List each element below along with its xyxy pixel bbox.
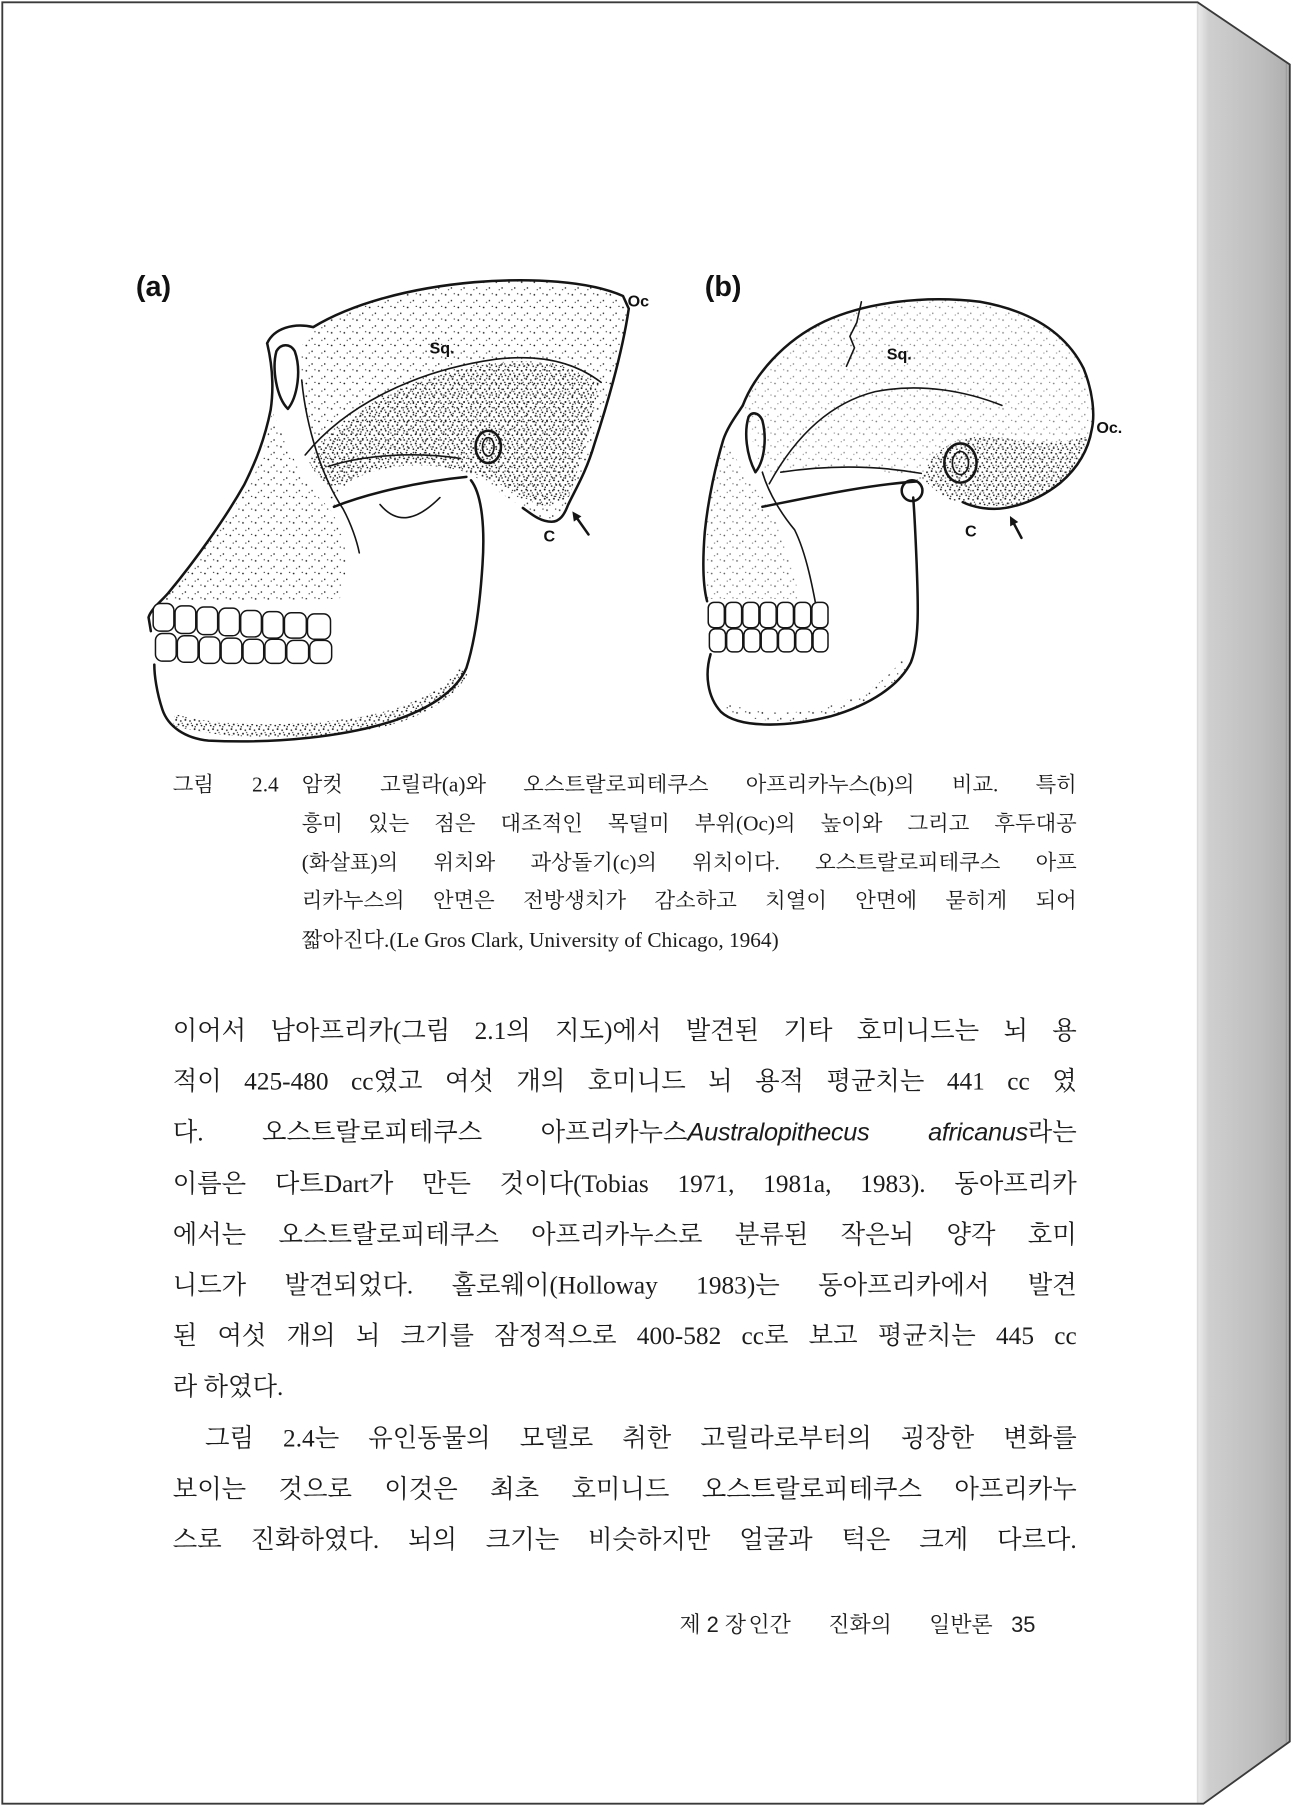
teeth-b <box>708 602 828 652</box>
body-line <box>173 1107 1077 1158</box>
body-line: 이어서 남아프리카(그림 2.1의 지도)에서 발견된 기타 호미니드는 뇌 용 <box>172 1015 1077 1045</box>
body-line: 이름은 다트Dart가 만든 것이다(Tobias 1971, 1981a, 1983). 동아프리카 <box>172 1168 1077 1198</box>
caption-line: 짧아진다.(Le Gros Clark, University of Chicago, 1964) <box>301 929 779 953</box>
page-number: 35 <box>1011 1613 1036 1638</box>
australopithecus-skull-drawing <box>703 271 1122 725</box>
body-line-text: 라는 <box>1027 1117 1077 1147</box>
zygomatic-arch-lower-b <box>762 481 916 506</box>
sigmoid-notch <box>380 498 440 518</box>
body-line: 에서는 오스트랄로피테쿠스 아프리카누스로 분류된 작은뇌 양각 호미 <box>172 1219 1077 1249</box>
paragraph-1 <box>173 1006 1077 1413</box>
occipital-label-a: Oc <box>627 292 650 311</box>
panel-b-label: (b) <box>704 271 742 304</box>
page-thickness-shade <box>1198 3 1290 1803</box>
foramen-arrow-a <box>572 511 588 534</box>
body-line: 라 하였다. <box>172 1372 284 1401</box>
condyle-label-a: C <box>543 527 556 546</box>
figure-caption-number: 그림 2.4 <box>172 774 279 798</box>
body-line: 스로 진화하였다. 뇌의 크기는 비슷하지만 얼굴과 턱은 크게 다르다. <box>172 1524 1077 1554</box>
body-line: 그림 2.4는 유인동물의 모델로 취한 고릴라로부터의 굉장한 변화를 <box>204 1423 1077 1452</box>
body-line: 적이 425-480 cc였고 여섯 개의 호미니드 뇌 용적 평균치는 441 cc 였 <box>172 1066 1077 1096</box>
condyle-label-b: C <box>965 522 977 541</box>
squamosal-label-b: Sq. <box>886 345 912 364</box>
caption-line: 흥미 있는 점은 대조적인 목덜미 부위(Oc)의 높이와 그리고 후두대공 <box>301 812 1077 836</box>
squamosal-label-a: Sq. <box>429 339 455 358</box>
figure-caption <box>302 767 1077 962</box>
caption-line: (화살표)의 위치와 과상돌기(c)의 위치이다. 오스트랄로피테쿠스 아프 <box>301 851 1077 875</box>
teeth-a <box>153 604 331 664</box>
body-line: 보이는 것으로 이것은 최초 호미니드 오스트랄로피테쿠스 아프리카누 <box>172 1473 1077 1503</box>
gorilla-skull-drawing <box>136 271 649 741</box>
body-line-text: 다. 오스트랄로피테쿠스 아프리카누스 <box>172 1117 688 1147</box>
orbit <box>275 345 299 409</box>
body-line: 된 여섯 개의 뇌 크기를 잠정적으로 400-582 cc로 보고 평균치는 445 cc <box>172 1321 1077 1351</box>
chapter-number: 제 2 장 <box>679 1613 747 1638</box>
caption-line: 암컷 고릴라(a)와 오스트랄로피테쿠스 아프리카누스(b)의 비교. 특히 <box>301 774 1077 798</box>
mandible-stipple-b <box>723 659 910 722</box>
panel-a-label: (a) <box>135 271 172 304</box>
mandible-stipple <box>173 668 468 737</box>
caption-line: 리카누스의 안면은 전방생치가 감소하고 치열이 안면에 묻히게 되어 <box>301 890 1077 914</box>
paragraph-2 <box>173 1413 1077 1566</box>
body-text <box>173 1006 1077 1566</box>
occipital-label-b: Oc. <box>1096 419 1123 438</box>
chapter-title: 인간 진화의 일반론 <box>748 1613 993 1638</box>
zygomatic-arch-lower <box>334 477 466 507</box>
foramen-arrow-b <box>1010 516 1022 538</box>
species-name: Australopithecus africanus <box>687 1117 1028 1147</box>
body-line: 니드가 발견되었다. 홀로웨이(Holloway 1983)는 동아프리카에서 발견 <box>172 1270 1077 1300</box>
